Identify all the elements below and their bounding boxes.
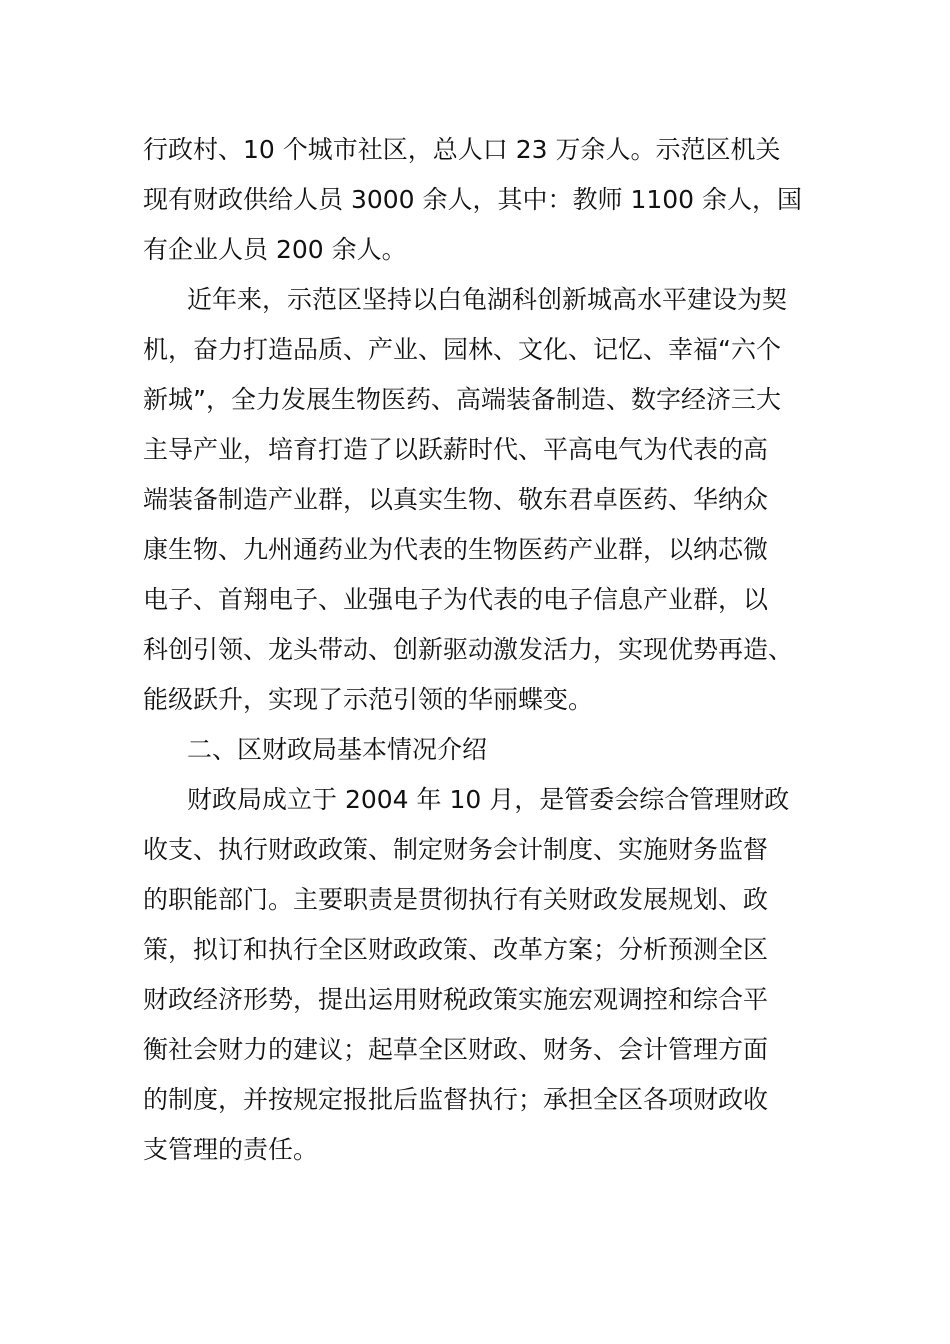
paragraph-development [143,275,807,725]
text-line: 新城”，全力发展生物医药、高端装备制造、数字经济三大 [143,385,781,414]
section-heading [143,725,807,775]
heading-text: 二、区财政局基本情况介绍 [187,735,488,764]
text-line: 康生物、九州通药业为代表的生物医药产业群，以纳芯微 [143,535,769,564]
text-line: 收支、执行财政政策、制定财务会计制度、实施财务监督 [143,835,769,864]
paragraph-finance-bureau [143,775,807,1175]
text-line: 支管理的责任。 [143,1135,319,1164]
text-line: 有企业人员 200 余人。 [143,235,407,264]
paragraph-population [143,125,807,275]
text-line: 财政局成立于 2004 年 10 月，是管委会综合管理财政 [187,785,790,814]
text-line: 能级跃升，实现了示范引领的华丽蝶变。 [143,685,594,714]
text-line: 电子、首翔电子、业强电子为代表的电子信息产业群，以 [143,585,769,614]
text-line: 策，拟订和执行全区财政政策、改革方案；分析预测全区 [143,935,769,964]
text-line: 的职能部门。主要职责是贯彻执行有关财政发展规划、政 [143,885,769,914]
text-line: 主导产业，培育打造了以跃薪时代、平高电气为代表的高 [143,435,769,464]
text-line: 衡社会财力的建议；起草全区财政、财务、会计管理方面 [143,1035,769,1064]
text-line: 行政村、10 个城市社区，总人口 23 万余人。示范区机关 [143,135,781,164]
text-line: 财政经济形势，提出运用财税政策实施宏观调控和综合平 [143,985,769,1014]
text-line: 近年来，示范区坚持以白龟湖科创新城高水平建设为契 [187,285,788,314]
text-line: 科创引领、龙头带动、创新驱动激发活力，实现优势再造、 [143,635,794,664]
text-line: 现有财政供给人员 3000 余人，其中：教师 1100 余人，国 [143,185,803,214]
document-body [143,125,807,1175]
text-line: 端装备制造产业群，以真实生物、敬东君卓医药、华纳众 [143,485,769,514]
text-line: 机，奋力打造品质、产业、园林、文化、记忆、幸福“六个 [143,335,781,364]
text-line: 的制度，并按规定报批后监督执行；承担全区各项财政收 [143,1085,769,1114]
